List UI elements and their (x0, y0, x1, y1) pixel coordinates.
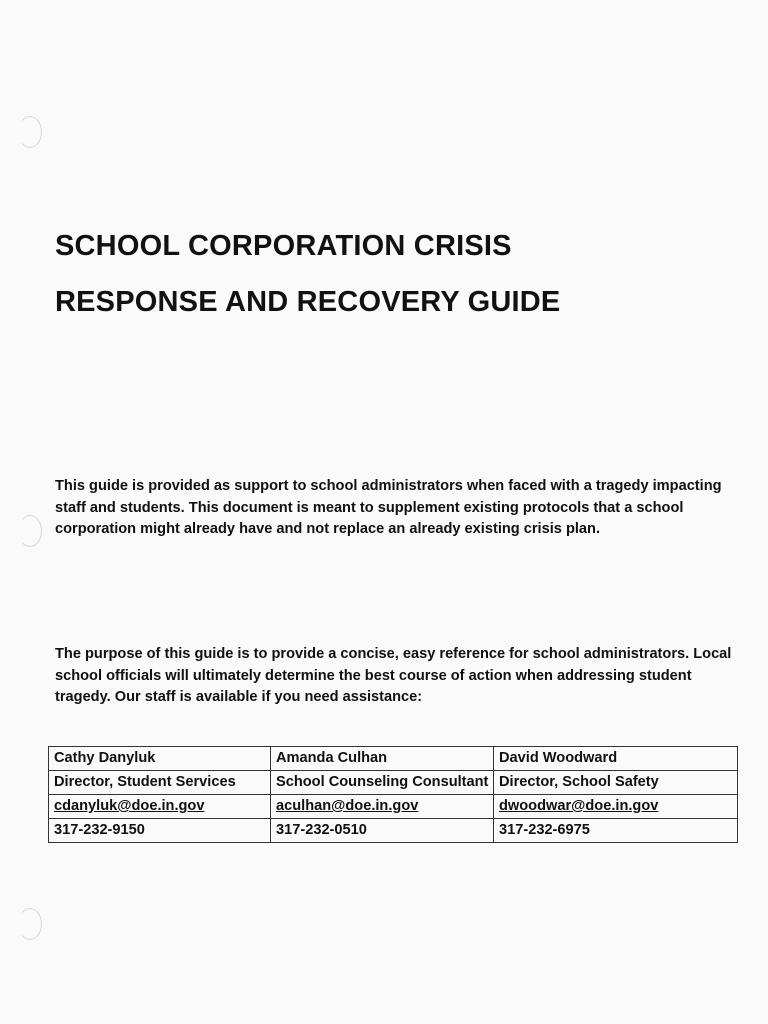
title-line-1: SCHOOL CORPORATION CRISIS (55, 230, 512, 262)
contact-phone: 317-232-6975 (494, 819, 738, 843)
table-row-names (49, 747, 738, 771)
contact-title: Director, School Safety (494, 771, 738, 795)
contact-email: cdanyluk@doe.in.gov (49, 795, 271, 819)
contact-phone: 317-232-0510 (271, 819, 494, 843)
table-row-phones (49, 819, 738, 843)
punch-hole-middle (18, 515, 42, 547)
contact-name: Cathy Danyluk (49, 747, 271, 771)
contact-email: dwoodwar@doe.in.gov (494, 795, 738, 819)
table-row-emails (49, 795, 738, 819)
contact-phone: 317-232-9150 (49, 819, 271, 843)
punch-hole-top (18, 116, 42, 148)
punch-hole-bottom (18, 908, 42, 940)
contact-title: Director, Student Services (49, 771, 271, 795)
contact-email: aculhan@doe.in.gov (271, 795, 494, 819)
contact-name: David Woodward (494, 747, 738, 771)
purpose-paragraph: The purpose of this guide is to provide a concise, easy reference for school administrators. Local school officials will ultimately determine the best course of action when addressing student tragedy. Our staff is available if you need assistance: (55, 646, 732, 705)
contact-title: School Counseling Consultant (271, 771, 494, 795)
title-line-2: RESPONSE AND RECOVERY GUIDE (55, 286, 561, 318)
document-title (55, 218, 735, 330)
intro-paragraph: This guide is provided as support to school administrators when faced with a tragedy impacting staff and students. This document is meant to supplement existing protocols that a school corporation might already have and not replace an already existing crisis plan. (55, 478, 722, 537)
contact-name: Amanda Culhan (271, 747, 494, 771)
table-row-titles (49, 771, 738, 795)
contacts-table (48, 746, 738, 843)
